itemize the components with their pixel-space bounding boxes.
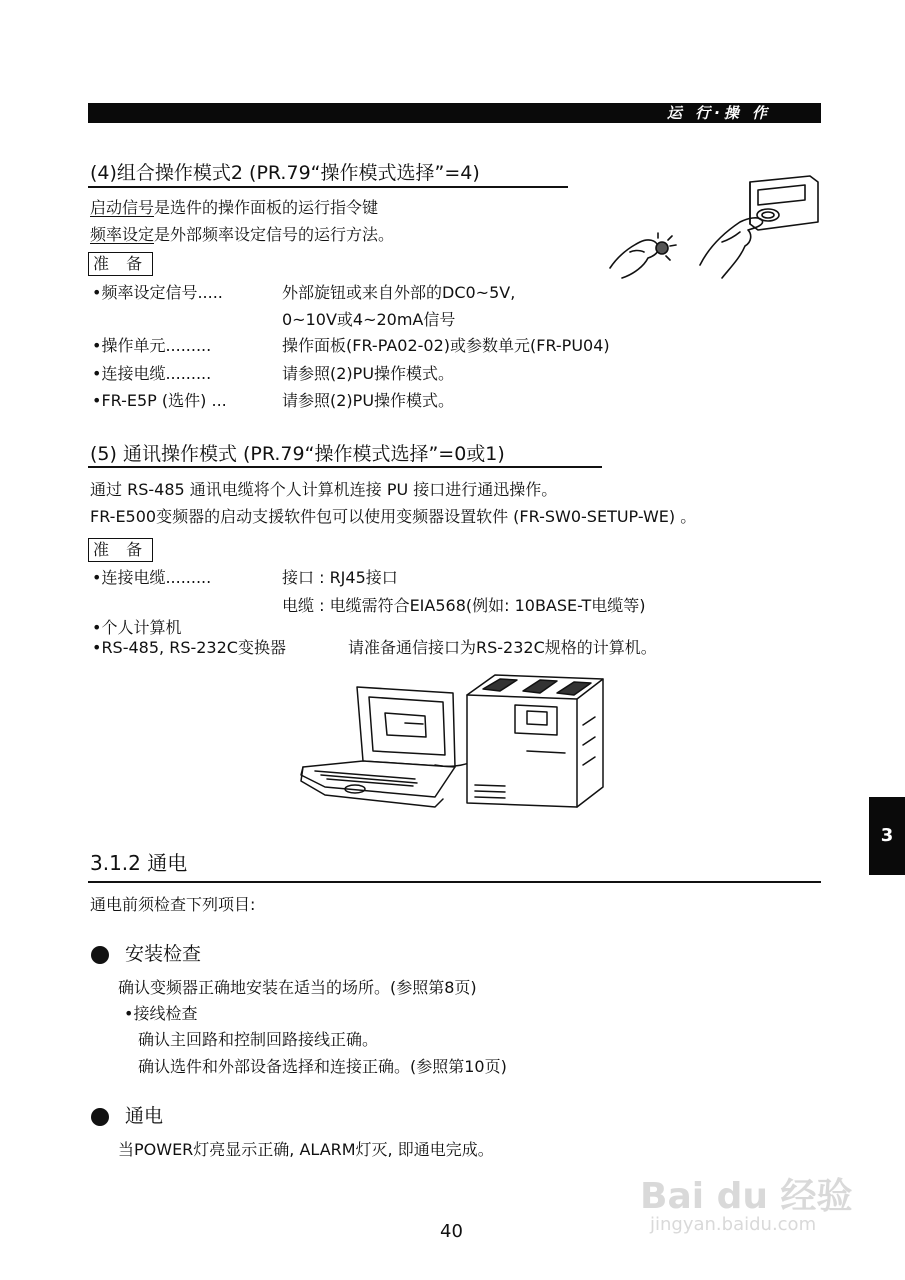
power-bullet-icon	[91, 1108, 109, 1126]
header-section-label: 运 行·操 作	[666, 104, 771, 122]
section5-line1: 通过 RS-485 通讯电缆将个人计算机连接 PU 接口进行通迅操作。	[90, 480, 558, 499]
item-value: 接口 : RJ45接口	[282, 568, 398, 587]
start-signal-term: 启动信号	[90, 198, 155, 217]
watermark-logo: Bai du 经验	[640, 1176, 853, 1217]
section5-item-cable-cont: 电缆 : 电缆需符合EIA568(例如: 10BASE-T电缆等)	[282, 596, 646, 615]
section4-title: (4)组合操作模式2 (PR.79“操作模式选择”=4)	[90, 162, 480, 184]
section5-title: (5) 通讯操作模式 (PR.79“操作模式选择”=0或1)	[90, 443, 505, 465]
page-number: 40	[440, 1221, 463, 1242]
section5-item-converter	[92, 636, 657, 660]
item-key: •连接电缆.........	[92, 568, 212, 587]
item-key: •连接电缆.........	[92, 364, 212, 383]
section4-line2-rest: 是外部频率设定信号的运行方法。	[154, 225, 395, 244]
item-value: 外部旋钮或来自外部的DC0~5V,	[282, 283, 516, 302]
item-value: 请准备通信接口为RS-232C规格的计算机。	[348, 638, 657, 657]
header-bar	[88, 103, 821, 123]
item-value: 请参照(2)PU操作模式。	[282, 364, 455, 383]
section5-item-cable	[92, 566, 398, 590]
watermark-url: jingyan.baidu.com	[650, 1214, 817, 1235]
section4-line1-rest: 是选件的操作面板的运行指令键	[154, 198, 379, 217]
section5-prep-label: 准 备	[88, 538, 153, 562]
chapter-tab: 3	[869, 797, 905, 875]
wiring-heading: •接线检查	[124, 1004, 198, 1023]
freq-setting-term: 频率设定	[90, 225, 155, 244]
section5-line2: FR-E500变频器的启动支援软件包可以使用变频器设置软件 (FR-SW0-SETUP-WE) 。	[90, 507, 697, 526]
item-key: •RS-485, RS-232C变换器	[92, 638, 286, 657]
section4-line1	[90, 196, 378, 220]
install-text: 确认变频器正确地安装在适当的场所。(参照第8页)	[118, 978, 477, 997]
section4-item-unit	[92, 334, 610, 358]
section4-item-freq-cont: 0~10V或4~20mA信号	[282, 310, 456, 329]
section4-item-freq	[92, 281, 515, 305]
item-value: 操作面板(FR-PA02-02)或参数单元(FR-PU04)	[282, 336, 610, 355]
section4-item-cable	[92, 362, 454, 386]
wiring-line2: 确认选件和外部设备选择和连接正确。(参照第10页)	[138, 1057, 507, 1076]
laptop-inverter-illustration	[295, 665, 615, 830]
install-heading: 安装检查	[125, 943, 202, 965]
item-key: •FR-E5P (选件) ...	[92, 391, 227, 410]
item-key: •操作单元.........	[92, 336, 212, 355]
section4-item-e5p	[92, 389, 454, 413]
section5-item-pc: •个人计算机	[92, 618, 182, 637]
section312-underline	[88, 881, 821, 883]
section5-underline	[88, 466, 602, 468]
operation-panel-illustration	[600, 170, 825, 285]
section312-title: 3.1.2 通电	[90, 851, 188, 875]
section4-underline	[88, 186, 568, 188]
item-value: 请参照(2)PU操作模式。	[282, 391, 455, 410]
install-bullet-icon	[91, 946, 109, 964]
power-heading: 通电	[125, 1105, 164, 1127]
power-text: 当POWER灯亮显示正确, ALARM灯灭, 即通电完成。	[118, 1140, 494, 1159]
section312-intro: 通电前须检查下列项目:	[90, 895, 256, 914]
wiring-line1: 确认主回路和控制回路接线正确。	[138, 1030, 379, 1049]
section4-line2	[90, 223, 394, 247]
item-key: •频率设定信号.....	[92, 283, 223, 302]
section4-prep-label: 准 备	[88, 252, 153, 276]
